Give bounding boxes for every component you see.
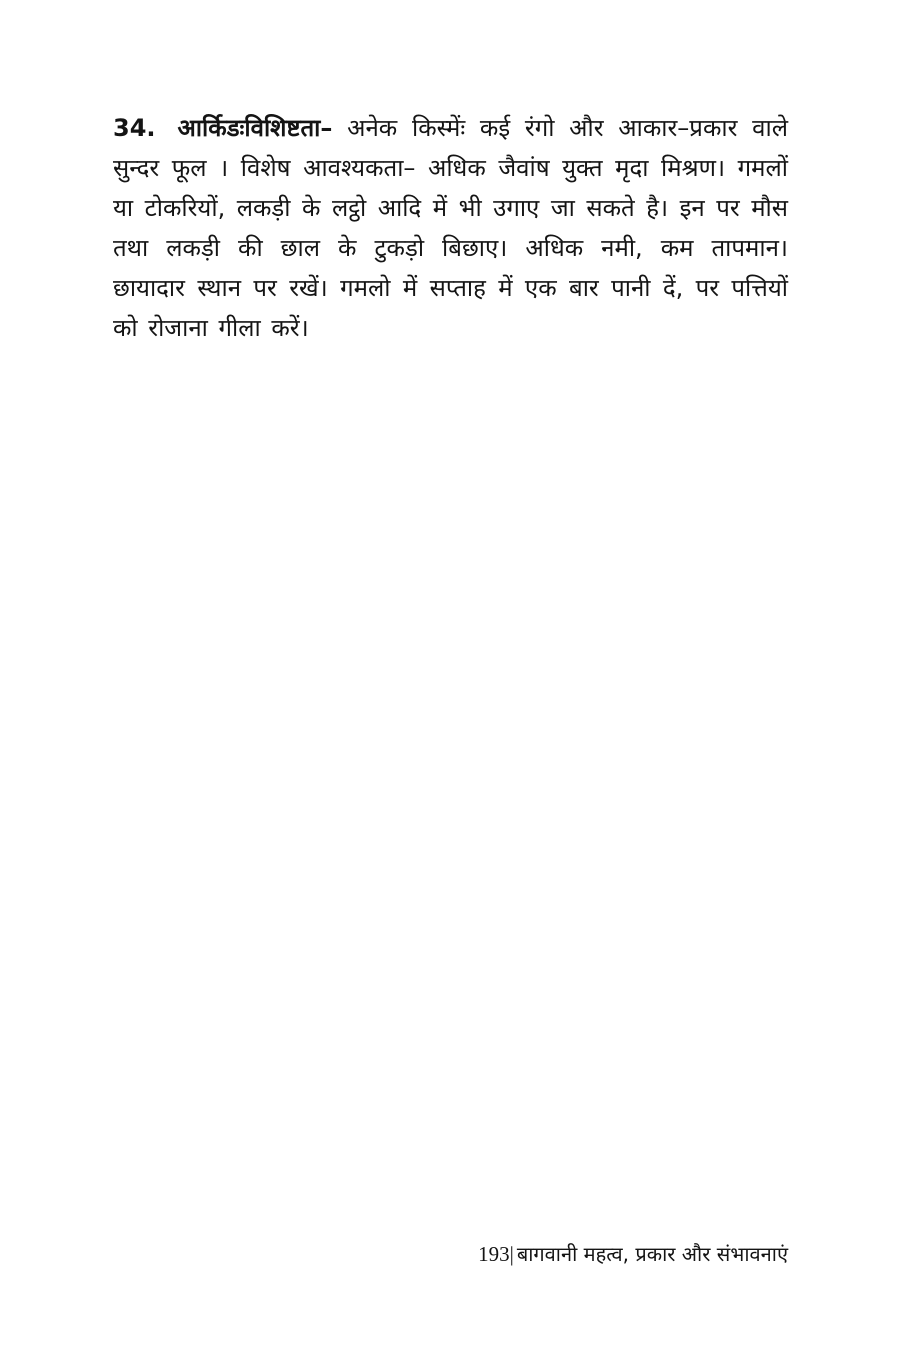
main-content [113, 108, 788, 348]
page-number: 193 [478, 1242, 510, 1266]
entry-paragraph [113, 108, 788, 348]
entry-body: अनेक किस्मेंः कई रंगो और आकार–प्रकार वाले सुन्दर फूल । विशेष आवश्यकता– अधिक जैवांष युक्त मृदा मिश्रण। गमलों या टोकरियों, लकड़ी के लट्ठो आदि में भी उगाए जा सकते है। इन पर मौस तथा लकड़ी की छाल के टुकड़ो बिछाए। अधिक नमी, कम तापमान। छायादार स्थान पर रखें। गमलो में सप्ताह में एक बार पानी दें, पर पत्तियों को रोजाना गीला करें। [113, 114, 788, 342]
page-footer [478, 1240, 788, 1267]
entry-heading: आर्किडःविशिष्टता– [177, 114, 333, 142]
book-title: बागवानी महत्व, प्रकार और संभावनाएं [516, 1242, 788, 1266]
footer-separator: | [509, 1242, 514, 1266]
entry-number: 34. [113, 114, 156, 142]
